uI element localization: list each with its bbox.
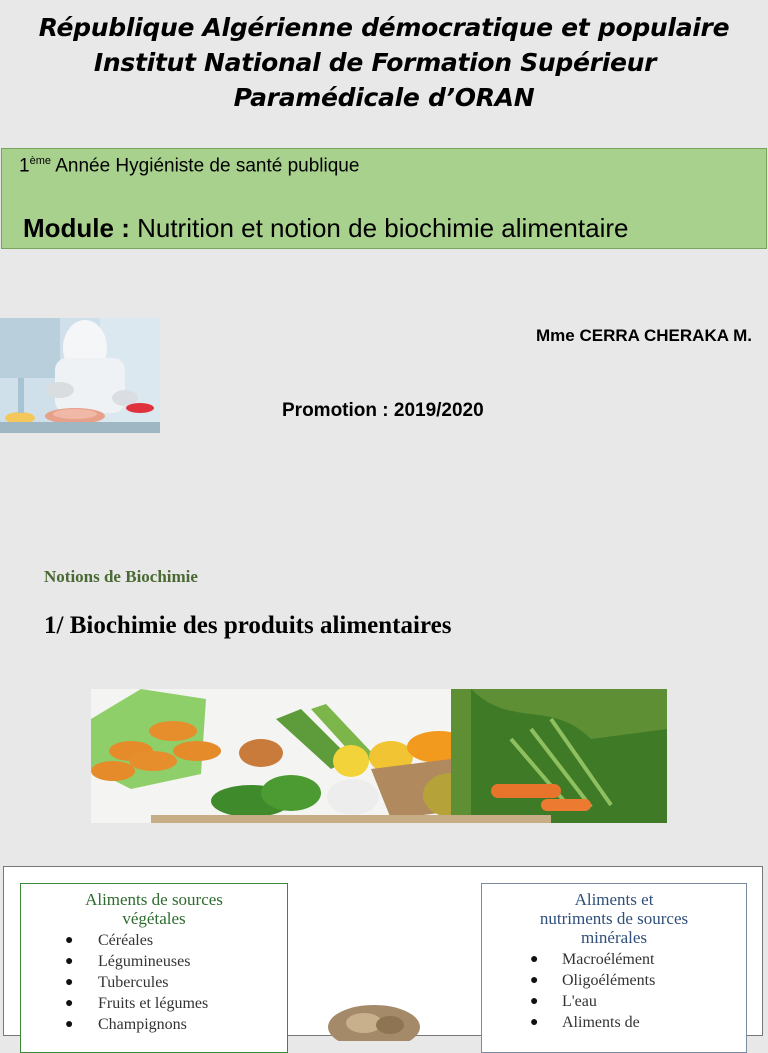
- plant-sources-title-line1: Aliments de sources: [85, 890, 223, 909]
- author-name: Mme CERRA CHERAKA M.: [536, 326, 752, 345]
- food-illustration-image: [324, 1001, 424, 1041]
- list-item: ● Champignons: [65, 1016, 187, 1033]
- year-number: 1: [19, 155, 30, 177]
- list-item: ● L'eau: [530, 993, 597, 1010]
- header-line-institute: Institut National de Formation Supérieur: [93, 48, 657, 77]
- list-item: ● Tubercules: [65, 974, 169, 991]
- header-line-city: Paramédicale d’ORAN: [233, 83, 535, 112]
- plant-sources-list: [21, 930, 287, 1035]
- module-line: [23, 213, 628, 244]
- list-item-label: Légumineuses: [98, 953, 191, 970]
- mineral-sources-title-line2: nutriments de sources: [539, 909, 689, 928]
- list-item: ● Fruits et légumes: [65, 995, 209, 1012]
- list-item-label: Tubercules: [98, 974, 169, 991]
- list-item-label: Céréales: [98, 932, 154, 949]
- food-sources-diagram: [3, 866, 763, 1036]
- mineral-sources-list: [482, 949, 746, 1033]
- list-item: ● Macroélément: [530, 951, 655, 968]
- list-item-label: Aliments de: [562, 1014, 640, 1031]
- plant-sources-title-line2: végétales: [122, 909, 186, 928]
- list-item-label: Oligoéléments: [562, 972, 656, 989]
- mineral-sources-card: [481, 883, 747, 1053]
- mineral-sources-title: [482, 890, 746, 947]
- list-item-label: Champignons: [98, 1016, 187, 1033]
- list-item-label: Fruits et légumes: [98, 995, 209, 1012]
- plant-sources-card: [20, 883, 288, 1053]
- promotion-year: Promotion : 2019/2020: [282, 400, 484, 421]
- list-item: ● Aliments de: [530, 1014, 640, 1031]
- institution-header: [0, 10, 768, 115]
- list-item-label: Macroélément: [562, 951, 655, 968]
- module-title: Nutrition et notion de biochimie alimentaire: [129, 213, 629, 243]
- header-line-republic: République Algérienne démocratique et populaire: [38, 13, 730, 42]
- section-heading: 1/ Biochimie des produits alimentaires: [44, 612, 452, 639]
- section-subtitle: Notions de Biochimie: [44, 567, 198, 586]
- mineral-sources-title-line3: minérales: [580, 928, 648, 947]
- list-item: ● Légumineuses: [65, 953, 191, 970]
- course-info-box: [1, 148, 767, 249]
- list-item: ● Céréales: [65, 932, 154, 949]
- list-item: ● Oligoéléments: [530, 972, 656, 989]
- mineral-sources-title-line1: Aliments et: [574, 890, 654, 909]
- year-suffix: ème: [29, 155, 51, 167]
- module-label: Module :: [23, 213, 130, 243]
- vegetables-photo-image: [91, 689, 667, 823]
- year-line: [19, 155, 359, 177]
- list-item-label: L'eau: [562, 993, 597, 1010]
- year-text: Année Hygiéniste de santé publique: [50, 155, 360, 177]
- lab-photo-image: [0, 318, 160, 433]
- plant-sources-title: [21, 890, 287, 928]
